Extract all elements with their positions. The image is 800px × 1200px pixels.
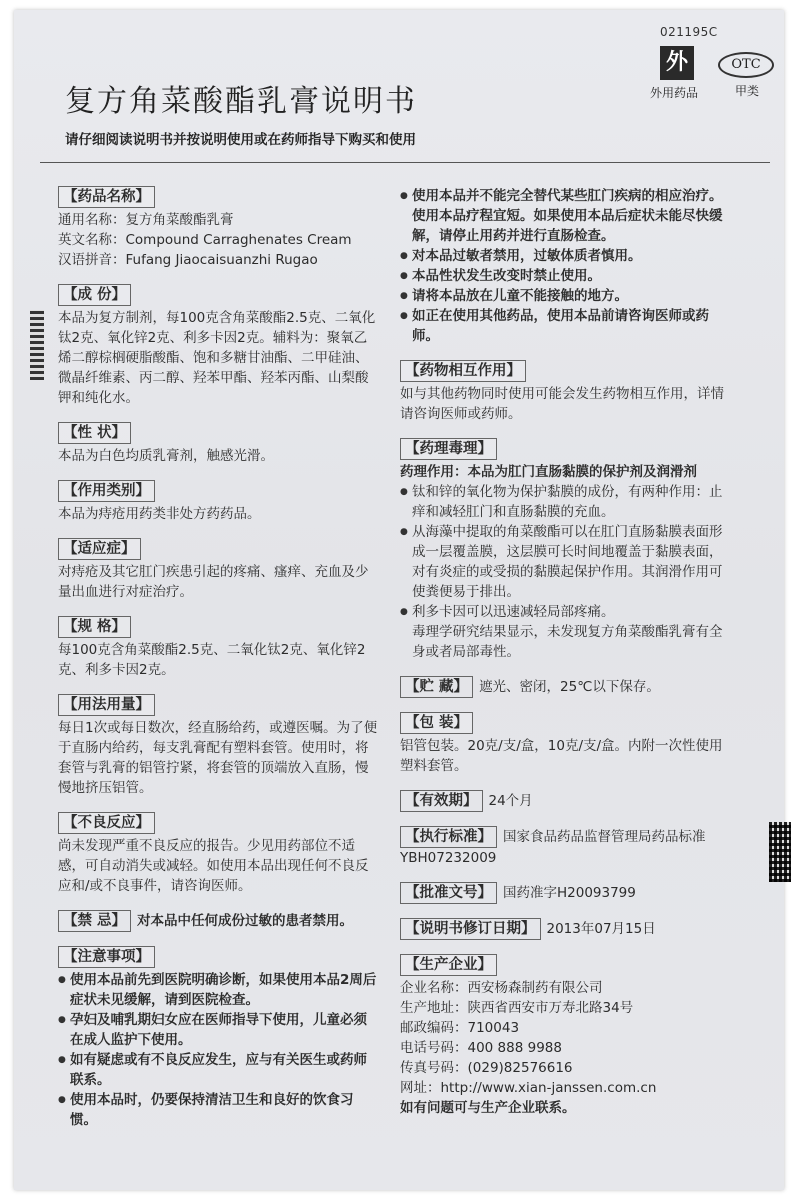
section-heading: 【作用类别】 <box>58 480 155 502</box>
list-item: ● 使用本品并不能完全替代某些肛门疾病的相应治疗。使用本品疗程宜短。如果使用本品后症状未能尽快缓解，请停止用药并进行直肠检查。 <box>400 186 730 246</box>
section-usage <box>58 694 378 798</box>
list-item: ● 对本品过敏者禁用，过敏体质者慎用。 <box>400 246 730 266</box>
page-subtitle: 请仔细阅读说明书并按说明使用或在药师指导下购买和使用 <box>65 132 416 148</box>
section-character <box>58 422 378 466</box>
section-heading: 【适应症】 <box>58 538 141 560</box>
precaution-list <box>58 970 378 1130</box>
section-ingredients <box>58 284 378 408</box>
section-manufacturer <box>400 954 730 1118</box>
section-revision <box>400 918 730 940</box>
pinyin-name: 汉语拼音：Fufang Jiaocaisuanzhi Rugao <box>58 252 318 268</box>
section-text: 遮光、密闭，25℃以下保存。 <box>479 679 660 695</box>
side-barcode <box>30 310 44 380</box>
section-standard <box>400 826 730 868</box>
section-text: 每日1次或每日数次，经直肠给药，或遵医嘱。为了便于直肠内给药，每支乳膏配有塑料套管。使用时，将套管与乳膏的铝管拧紧，将套管的顶端放入直肠，慢慢地挤压铝管。 <box>58 720 378 796</box>
divider <box>40 162 770 163</box>
section-text: 2013年07月15日 <box>546 921 656 937</box>
company-name: 企业名称：西安杨森制药有限公司 <box>400 980 603 996</box>
section-pharmacology <box>400 438 730 662</box>
section-spec <box>58 616 378 680</box>
section-heading: 【药物相互作用】 <box>400 360 526 382</box>
contact-note: 如有问题可与生产企业联系。 <box>400 1100 576 1116</box>
section-heading: 【生产企业】 <box>400 954 497 976</box>
section-storage <box>400 676 730 698</box>
section-text: 铝管包装。20克/支/盒，10克/支/盒。内附一次性使用塑料套管。 <box>400 738 723 774</box>
section-package <box>400 712 730 776</box>
section-category <box>58 480 378 524</box>
section-drug-name <box>58 186 378 270</box>
fax-number: 传真号码：(029)82576616 <box>400 1060 573 1076</box>
precaution-list <box>400 186 730 346</box>
page-title: 复方角菜酸酯乳膏说明书 <box>65 84 417 119</box>
section-precautions <box>58 946 378 1130</box>
section-interaction <box>400 360 730 424</box>
external-use-badge: 外 <box>660 46 694 80</box>
right-column <box>400 186 730 1132</box>
website: 网址：http://www.xian-janssen.com.cn <box>400 1080 657 1096</box>
qr-code <box>769 822 791 882</box>
list-item: ● 钛和锌的氧化物为保护黏膜的成份，有两种作用：止痒和减轻肛门和直肠黏膜的充血。 <box>400 482 730 522</box>
section-text: 尚未发现严重不良反应的报告。少见用药部位不适感，可自动消失或减轻。如使用本品出现任何不良反应和/或不良事件，请咨询医师。 <box>58 838 369 894</box>
section-text: 24个月 <box>488 793 533 809</box>
pharmacology-lead: 药理作用：本品为肛门直肠黏膜的保护剂及润滑剂 <box>400 464 697 480</box>
list-item: ● 如正在使用其他药品，使用本品前请咨询医师或药师。 <box>400 306 730 346</box>
section-heading: 【不良反应】 <box>58 812 155 834</box>
section-heading: 【成 份】 <box>58 284 131 306</box>
toxicology-text: 毒理学研究结果显示，未发现复方角菜酸酯乳膏有全身或者局部毒性。 <box>412 624 723 660</box>
otc-class-label: 甲类 <box>735 84 760 98</box>
section-contraindication <box>58 910 378 932</box>
pharmacology-list <box>400 482 730 622</box>
section-heading: 【药理毒理】 <box>400 438 497 460</box>
section-heading: 【说明书修订日期】 <box>400 918 541 940</box>
list-item: ● 如有疑虑或有不良反应发生，应与有关医生或药师联系。 <box>58 1050 378 1090</box>
phone-number: 电话号码：400 888 9988 <box>400 1040 562 1056</box>
section-heading: 【批准文号】 <box>400 882 497 904</box>
otc-badge: OTC <box>718 52 774 78</box>
section-adverse <box>58 812 378 896</box>
section-heading: 【规 格】 <box>58 616 131 638</box>
section-precautions-cont <box>400 186 730 346</box>
section-heading: 【注意事项】 <box>58 946 155 968</box>
leaflet-code: 021195C <box>660 25 718 39</box>
section-heading: 【禁 忌】 <box>58 910 131 932</box>
section-text: 国家食品药品监督管理局药品标准YBH07232009 <box>400 829 706 866</box>
section-text: 本品为白色均质乳膏剂，触感光滑。 <box>58 448 274 464</box>
section-indication <box>58 538 378 602</box>
section-text: 本品为痔疮用药类非处方药药品。 <box>58 506 261 522</box>
section-heading: 【药品名称】 <box>58 186 155 208</box>
list-item: ● 使用本品时，仍要保持清洁卫生和良好的饮食习惯。 <box>58 1090 378 1130</box>
section-text: 本品为复方制剂，每100克含角菜酸酯2.5克、二氧化钛2克、氧化锌2克、利多卡因2克。辅料为：聚氧乙烯二醇棕榈硬脂酸酯、饱和多糖甘油酯、二甲硅油、微晶纤维素、丙二醇、羟苯甲酯、羟苯丙酯、山梨酸钾和纯化水。 <box>58 310 376 406</box>
section-heading: 【性 状】 <box>58 422 131 444</box>
list-item: ● 从海藻中提取的角菜酸酯可以在肛门直肠黏膜表面形成一层覆盖膜，这层膜可长时间地覆盖于黏膜表面，对有炎症的或受损的黏膜起保护作用。其润滑作用可使粪便易于排出。 <box>400 522 730 602</box>
company-address: 生产地址：陕西省西安市万寿北路34号 <box>400 1000 634 1016</box>
section-text: 每100克含角菜酸酯2.5克、二氧化钛2克、氧化锌2克、利多卡因2克。 <box>58 642 366 678</box>
section-text: 对本品中任何成份过敏的患者禁用。 <box>137 913 354 929</box>
english-name: 英文名称：Compound Carraghenates Cream <box>58 232 352 248</box>
section-heading: 【有效期】 <box>400 790 483 812</box>
list-item: ● 请将本品放在儿童不能接触的地方。 <box>400 286 730 306</box>
section-heading: 【包 装】 <box>400 712 473 734</box>
postal-code: 邮政编码：710043 <box>400 1020 520 1036</box>
external-use-label: 外用药品 <box>650 86 699 100</box>
list-item: ● 本品性状发生改变时禁止使用。 <box>400 266 730 286</box>
section-heading: 【用法用量】 <box>58 694 155 716</box>
section-heading: 【执行标准】 <box>400 826 497 848</box>
generic-name: 通用名称：复方角菜酸酯乳膏 <box>58 212 234 228</box>
section-approval <box>400 882 730 904</box>
section-text: 对痔疮及其它肛门疾患引起的疼痛、瘙痒、充血及少量出血进行对症治疗。 <box>58 564 369 600</box>
section-heading: 【贮 藏】 <box>400 676 473 698</box>
section-text: 国药准字H20093799 <box>503 885 636 901</box>
left-column <box>58 186 378 1144</box>
section-text: 如与其他药物同时使用可能会发生药物相互作用，详情请咨询医师或药师。 <box>400 386 724 422</box>
section-validity <box>400 790 730 812</box>
list-item: ● 孕妇及哺乳期妇女应在医师指导下使用，儿童必须在成人监护下使用。 <box>58 1010 378 1050</box>
list-item: ● 使用本品前先到医院明确诊断，如果使用本品2周后症状未见缓解，请到医院检查。 <box>58 970 378 1010</box>
list-item: ● 利多卡因可以迅速减轻局部疼痛。 <box>400 602 730 622</box>
